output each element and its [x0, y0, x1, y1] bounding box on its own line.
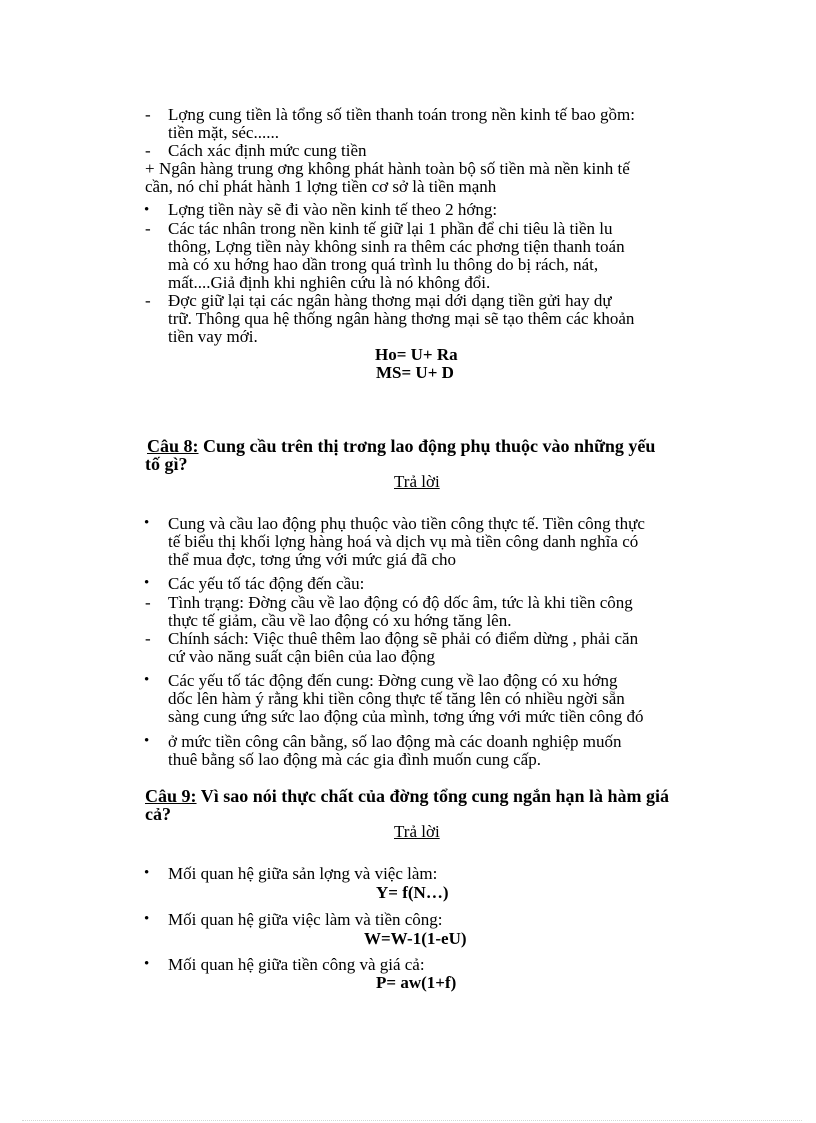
text-line: Các yếu tố tác động đến cầu:: [168, 574, 365, 593]
text-line: thông, Lợng tiền này không sinh ra thêm các phơng tiện thanh toán: [168, 237, 625, 256]
answer-label: Trả lời: [394, 822, 440, 841]
dash-marker: -: [145, 593, 151, 612]
question-8-text: Cung cầu trên thị trơng lao động phụ thuộc vào những yếu: [198, 436, 656, 456]
text-line: tế biểu thị khối lợng hàng hoá và dịch vụ mà tiền công danh nghĩa có: [168, 532, 639, 551]
question-9-text: Vì sao nói thực chất của đờng tổng cung ngắn hạn là hàm giá: [196, 786, 670, 806]
text-line: trữ. Thông qua hệ thống ngân hàng thơng mại sẽ tạo thêm các khoản: [168, 309, 635, 328]
text-line: Các tác nhân trong nền kinh tế giữ lại 1 phần để chi tiêu là tiền lu: [168, 219, 613, 238]
question-9-title: [145, 787, 669, 806]
bullet-icon: •: [144, 956, 150, 972]
text-line: Chính sách: Việc thuê thêm lao động sẽ phải có điểm dừng , phải căn: [168, 629, 639, 648]
formula-ms: MS= U+ D: [376, 363, 454, 382]
bullet-icon: •: [144, 733, 150, 749]
text-line: Cung và cầu lao động phụ thuộc vào tiền công thực tế. Tiền công thực: [168, 514, 645, 533]
text-line: Mối quan hệ giữa tiền công và giá cả:: [168, 955, 425, 974]
text-line: tiền vay mới.: [168, 327, 258, 346]
bullet-icon: •: [144, 672, 150, 688]
plus-marker: +: [145, 159, 155, 178]
question-8-label: Câu 8:: [147, 436, 199, 456]
text-line: Các yếu tố tác động đến cung: Đờng cung về lao động có xu hớng: [168, 671, 618, 690]
text-line: Mối quan hệ giữa sản lợng và việc làm:: [168, 864, 438, 883]
formula-p: P= aw(1+f): [376, 973, 457, 992]
answer-label: Trả lời: [394, 472, 440, 491]
formula-ho: Ho= U+ Ra: [375, 345, 458, 364]
text-line: mất....Giả định khi nghiên cứu là nó không đổi.: [168, 273, 491, 292]
page-bottom-rule: [22, 1120, 802, 1121]
text-line: thể mua đợc, tơng ứng với mức giá đã cho: [168, 550, 457, 569]
bullet-icon: •: [144, 515, 150, 531]
formula-y: Y= f(N…): [376, 883, 449, 902]
text-line: Ngân hàng trung ơng không phát hành toàn bộ số tiền mà nền kinh tế: [159, 159, 630, 178]
text-line: Mối quan hệ giữa việc làm và tiền công:: [168, 910, 443, 929]
question-8-title-cont: tố gì?: [145, 454, 188, 474]
bullet-icon: •: [144, 865, 150, 881]
dash-marker: -: [145, 219, 151, 238]
question-9-title-cont: cả?: [145, 804, 171, 824]
text-line: Lợng cung tiền là tổng số tiền thanh toán trong nền kinh tế bao gồm:: [168, 105, 635, 124]
text-line: cần, nó chỉ phát hành 1 lợng tiền cơ sở là tiền mạnh: [145, 177, 497, 196]
dash-marker: -: [145, 291, 151, 310]
question-9-label: Câu 9:: [145, 786, 197, 806]
text-line: cứ vào năng suất cận biên của lao động: [168, 647, 435, 666]
text-line: thực tế giảm, cầu về lao động có xu hớng tăng lên.: [168, 611, 512, 630]
text-line: Tình trạng: Đờng cầu về lao động có độ dốc âm, tức là khi tiền công: [168, 593, 633, 612]
dash-marker: -: [145, 629, 151, 648]
bullet-icon: •: [144, 911, 150, 927]
question-8-title: [147, 437, 655, 456]
bullet-icon: •: [144, 202, 150, 218]
text-line: ở mức tiền công cân bằng, số lao động mà các doanh nghiệp muốn: [168, 732, 622, 751]
text-line: mà có xu hớng hao dần trong quá trình lu thông do bị rách, nát,: [168, 255, 599, 274]
text-line: dốc lên hàm ý rằng khi tiền công thực tế tăng lên có nhiều ngời sẵn: [168, 689, 625, 708]
text-line: Cách xác định mức cung tiền: [168, 141, 367, 160]
text-line: Lợng tiền này sẽ đi vào nền kinh tế theo 2 hớng:: [168, 200, 498, 219]
text-line: thuê bằng số lao động mà các gia đình muốn cung cấp.: [168, 750, 541, 769]
dash-marker: -: [145, 105, 151, 124]
text-line: sàng cung ứng sức lao động của mình, tơng ứng với mức tiền công đó: [168, 707, 644, 726]
bullet-icon: •: [144, 575, 150, 591]
text-line: tiền mặt, séc......: [168, 123, 279, 142]
dash-marker: -: [145, 141, 151, 160]
text-line: Đợc giữ lại tại các ngân hàng thơng mại dới dạng tiền gửi hay dự: [168, 291, 612, 310]
formula-w: W=W-1(1-eU): [364, 929, 467, 948]
